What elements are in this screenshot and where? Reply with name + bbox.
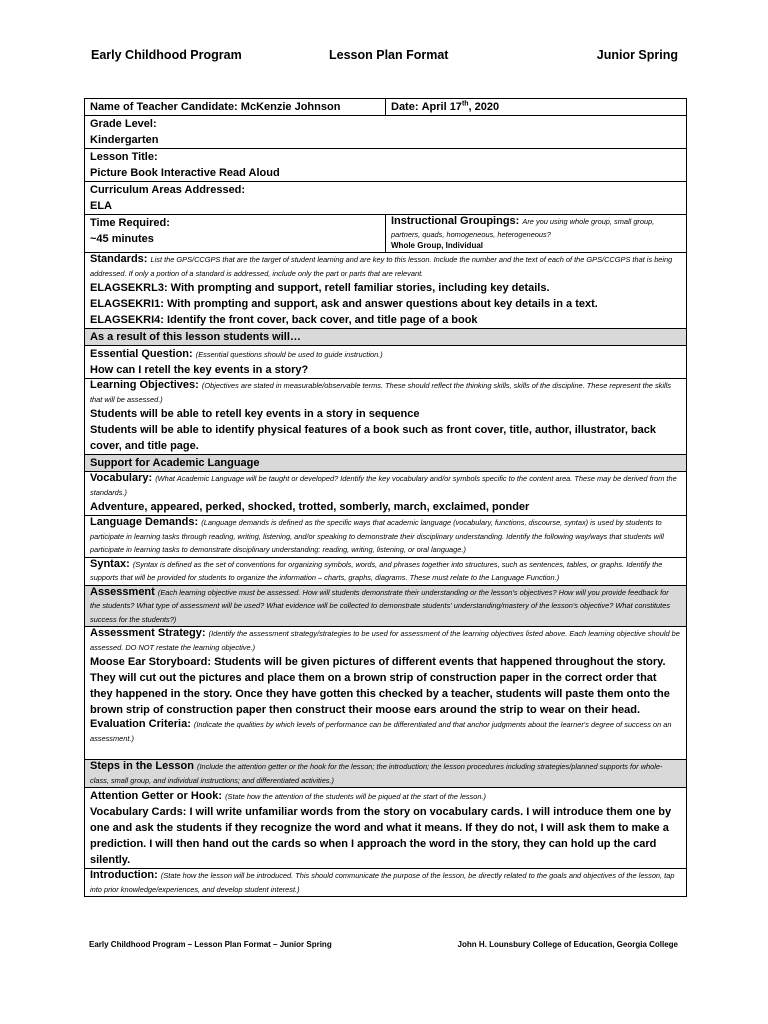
lesson-title-value: Picture Book Interactive Read Aloud [90,167,280,179]
attention-getter-row [85,788,687,869]
assessment-strategy-hint: (Identify the assessment strategy/strategies to be used for assessment of the learning objectives listed above. Each learning objective should be assessed. DO NOT restate the learning objective.) [90,629,680,652]
standard-item: ELAGSEKRL3: With prompting and support, retell familiar stories, including key details. [90,282,550,294]
standards-hint: List the GPS/CCGPS that are the target of student learning and are key to this lesson. Include the number and the text of each of the GPS/CCGPS that is being addressed. If only a portion of a standard is addressed, include only the part or parts that are relevant. [90,255,673,278]
introduction-cell [85,869,687,897]
grade-cell [85,116,687,149]
assessment-hint: (Each learning objective must be assessed. How will students demonstrate their understanding or the lesson's objectives? How will you provide feedback for the students? What type of assessment will be used? What evidence will be collected to demonstrate students' understanding/mastery of the lesson's objective? What constitutes success for the students?) [90,587,671,624]
footer-college: John H. Lounsbury College of Education, Georgia College [457,940,678,949]
standards-row [85,253,687,329]
lesson-title-row [85,149,687,182]
grade-row [85,116,687,149]
language-demands-label: Language Demands: [90,516,199,528]
essential-question-row [85,346,687,379]
assessment-cell [85,585,687,627]
curriculum-label: Curriculum Areas Addressed: [90,184,246,196]
language-demands-row [85,516,687,558]
assessment-strategy-cell [85,627,687,760]
groupings-hint: Are you using whole group, small group, partners, quads, homogeneous, heterogeneous? [391,217,655,239]
vocabulary-row [85,472,687,516]
groupings-cell [386,215,687,253]
essential-question-cell [85,346,687,379]
essential-question-value: How can I retell the key events in a story? [90,364,309,376]
time-row [85,215,687,253]
steps-label: Steps in the Lesson [90,760,194,772]
result-heading-row [85,329,687,346]
attention-getter-value: Vocabulary Cards: I will write unfamiliar words from the story on vocabulary cards. I will introduce them one by one and ask the students if they recognize the word and what it means. If they do not, I will ask them to make a prediction. I will then hand out the cards so when I approach the word in the story, they can hold up the card silently. [90,806,672,866]
lesson-title-cell [85,149,687,182]
learning-objectives-row [85,379,687,455]
introduction-label: Introduction: [90,869,158,881]
header-format: Lesson Plan Format [329,48,449,62]
assessment-row [85,585,687,627]
header-program: Early Childhood Program [91,48,242,62]
syntax-cell [85,557,687,585]
syntax-label: Syntax: [90,557,130,570]
groupings-label: Instructional Groupings: [391,215,520,227]
assessment-strategy-value: Moose Ear Storyboard: Students will be given pictures of different events that happened throughout the story. They will cut out the pictures and place them on a brown strip of construction paper in the correct order that they happened in the story. Once they have gotten this checked by a teacher, students will paste them onto the brown strip of construction paper then construct their moose ears around the strip to wear on their head. [90,656,670,716]
result-heading: As a result of this lesson students will… [85,329,687,346]
teacher-row [85,99,687,116]
introduction-row [85,869,687,897]
language-demands-cell [85,516,687,558]
grade-value: Kindergarten [90,134,159,146]
standard-item: ELAGSEKRI4: Identify the front cover, back cover, and title page of a book [90,314,478,326]
attention-getter-label: Attention Getter or Hook: [90,790,222,802]
lesson-plan-table [84,98,687,897]
syntax-row [85,557,687,585]
curriculum-cell [85,182,687,215]
lesson-title-label: Lesson Title: [90,151,158,163]
vocabulary-label: Vocabulary: [90,472,153,484]
date-month-day: April 17 [421,101,462,113]
time-cell [85,215,386,253]
assessment-label: Assessment [90,585,155,598]
vocabulary-hint: (What Academic Language will be taught or developed? Identify the key vocabulary and/or symbols specific to the content area. These may be derived from the standards.) [90,474,677,497]
standards-label: Standards: [90,253,148,265]
attention-getter-cell [85,788,687,869]
vocabulary-cell [85,472,687,516]
standards-cell [85,253,687,329]
footer-program: Early Childhood Program – Lesson Plan Format – Junior Spring [89,940,332,949]
teacher-name: McKenzie Johnson [240,101,341,113]
header-term: Junior Spring [596,48,678,62]
steps-hint: (Include the attention getter or the hook for the lesson; the introduction; the lesson procedures including strategies/planned supports for whole-class, small group, and individual instructions; and differentiated activities.) [90,762,663,785]
evaluation-criteria-label: Evaluation Criteria: [90,718,191,730]
assessment-strategy-row [85,627,687,760]
groupings-value: Whole Group, Individual [391,241,483,250]
learning-objective-item: Students will be able to retell key events in a story in sequence [90,408,420,420]
introduction-hint: (State how the lesson will be introduced. This should communicate the purpose of the lesson, be directly related to the goals and objectives of the lesson, tap into prior knowledge/experiences, and develop student interest.) [90,871,675,894]
standard-item: ELAGSEKRI1: With prompting and support, ask and answer questions about key details in a text. [90,298,598,310]
essential-question-label: Essential Question: [90,348,193,360]
learning-objectives-cell [85,379,687,455]
teacher-label: Name of Teacher Candidate: [90,101,238,113]
learning-objectives-hint: (Objectives are stated in measurable/observable terms. These should reflect the thinking skills, skills of the discipline. These represent the skills that will be assessed.) [90,381,671,404]
steps-row [85,760,687,788]
academic-language-heading: Support for Academic Language [85,455,687,472]
curriculum-value: ELA [90,200,112,212]
essential-question-hint: (Essential questions should be used to guide instruction.) [195,350,383,359]
time-value: ~45 minutes [90,233,154,245]
date-label: Date: [391,101,419,113]
syntax-hint: (Syntax is defined as the set of conventions for organizing symbols, words, and phrases together into structures, such as sentences, tables, or graphs. Identify the supports that will be provided for students to organize the information – charts, graphs, diagrams. These must relate to the Language Function.) [90,559,663,582]
attention-getter-hint: (State how the attention of the students will be piqued at the start of the lesson.) [225,792,486,801]
language-demands-hint: (Language demands is defined as the specific ways that academic language (vocabulary, functions, discourse, syntax) is used by students to participate in learning tasks through reading, writing, listening, and/or speaking to demonstrate their disciplinary understanding. Identify the following way/ways that students will participate in learning tasks to demonstrate disciplinary understanding: reading, writing, listening, or oral language.) [90,518,664,554]
academic-language-row [85,455,687,472]
date-year: , 2020 [468,101,500,113]
evaluation-criteria-hint: (Indicate the qualities by which levels of performance can be differentiated and that anchor judgments about the learner's degree of success on an assessment.) [90,720,672,743]
teacher-cell [85,99,386,116]
learning-objectives-label: Learning Objectives: [90,379,199,391]
grade-label: Grade Level: [90,118,157,130]
date-suffix: th [461,100,469,108]
learning-objective-item: Students will be able to identify physical features of a book such as front cover, title, author, illustrator, back cover, and title page. [90,424,657,452]
steps-cell [85,760,687,788]
curriculum-row [85,182,687,215]
assessment-strategy-label: Assessment Strategy: [90,627,206,639]
time-label: Time Required: [90,217,170,229]
date-cell [386,99,687,116]
vocabulary-value: Adventure, appeared, perked, shocked, trotted, somberly, march, exclaimed, ponder [90,501,530,513]
